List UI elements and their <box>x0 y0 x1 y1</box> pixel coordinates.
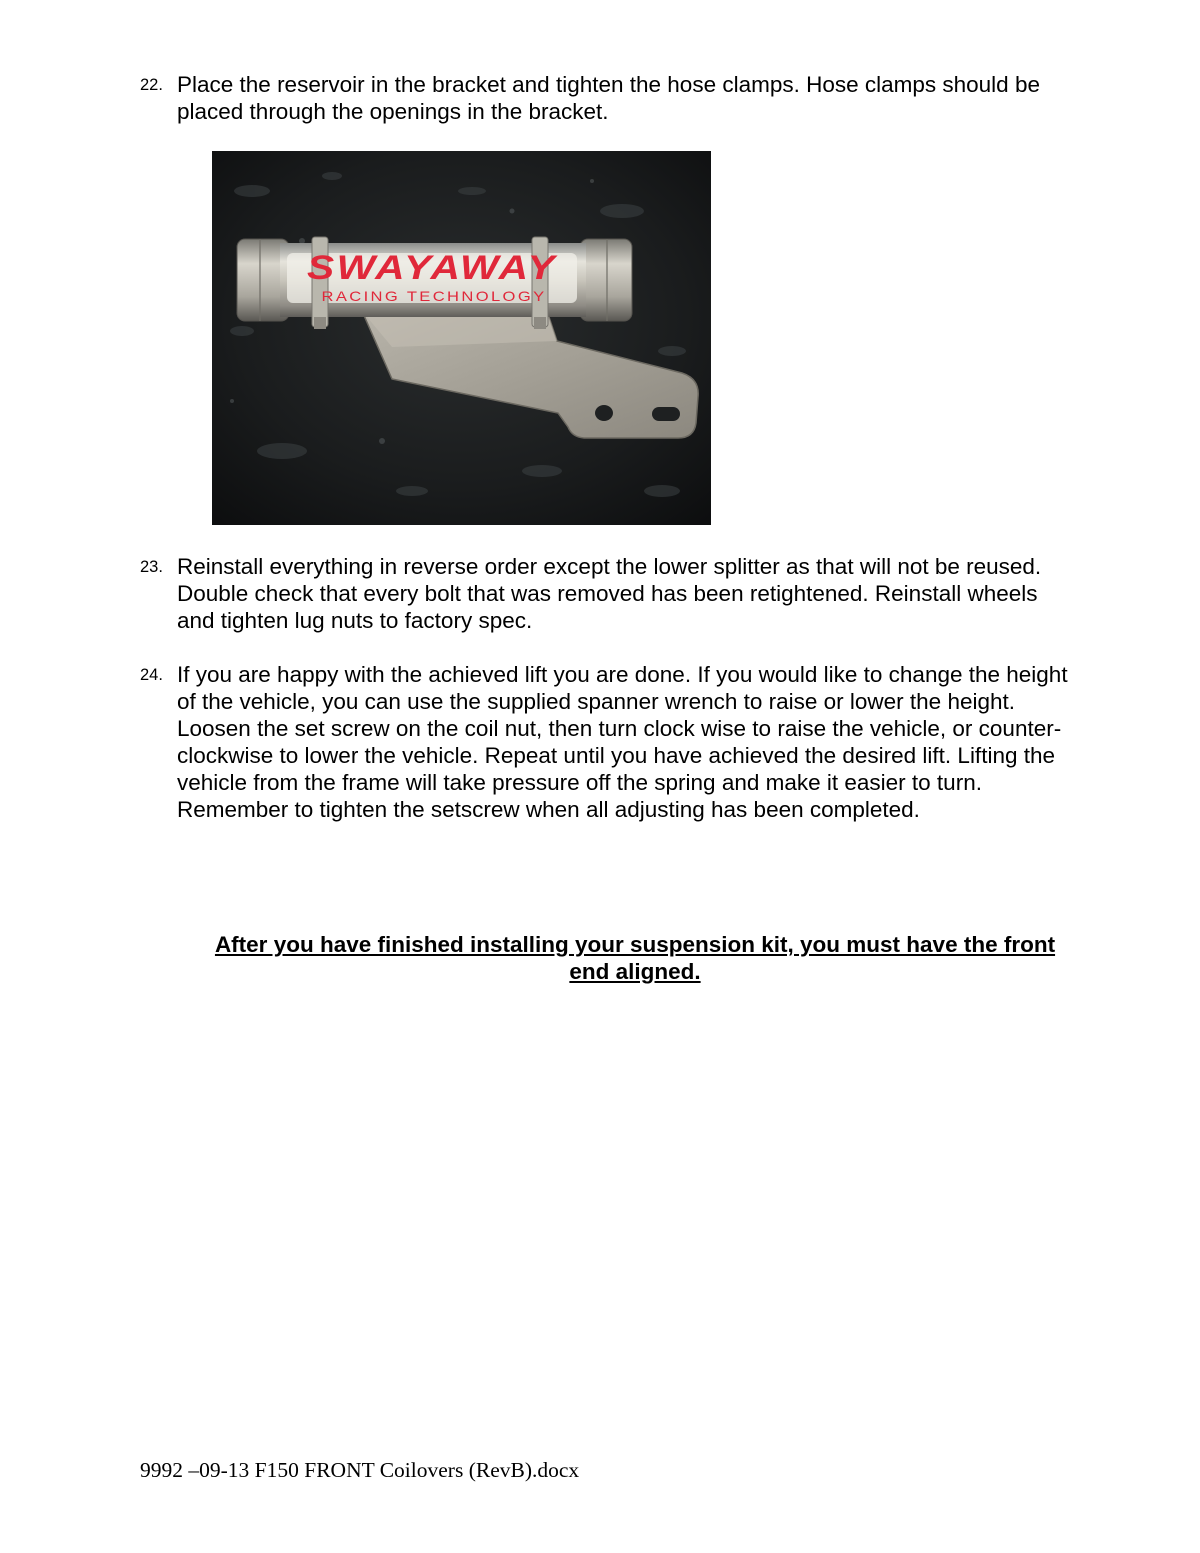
step-text: Place the reservoir in the bracket and tighten the hose clamps. Hose clamps should be placed through the openings in the bracket. <box>177 72 1040 124</box>
step-text: Reinstall everything in reverse order except the lower splitter as that will not be reused. Double check that every bolt that was removed has been retightened. Reinstall wheels and tighten lug nuts to factory spec. <box>177 554 1042 633</box>
step-number: 24. <box>140 666 163 684</box>
step-22 <box>140 71 1070 125</box>
logo-text: SWAYAWAY <box>307 249 559 287</box>
logo-subtext: RACING TECHNOLOGY <box>321 288 547 304</box>
document-footer: 9992 –09-13 F150 FRONT Coilovers (RevB).docx <box>140 1458 580 1482</box>
step-24 <box>140 661 1070 823</box>
step-number: 23. <box>140 558 163 576</box>
step-23 <box>140 553 1070 634</box>
step-text: If you are happy with the achieved lift you are done. If you would like to change the height of the vehicle, you can use the supplied spanner wrench to raise or lower the height. Loosen the set screw on the coil nut, then turn clock wise to raise the vehicle, or counter-clockwise to lower the vehicle. Repeat until you have achieved the desired lift. Lifting the vehicle from the frame will take pressure off the spring and make it easier to turn. Remember to tighten the setscrew when all adjusting has been completed. <box>177 662 1068 822</box>
reservoir-bracket-photo <box>212 151 711 525</box>
step-number: 22. <box>140 76 163 94</box>
alignment-notice: After you have finished installing your suspension kit, you must have the front end aligned. <box>214 932 1056 984</box>
